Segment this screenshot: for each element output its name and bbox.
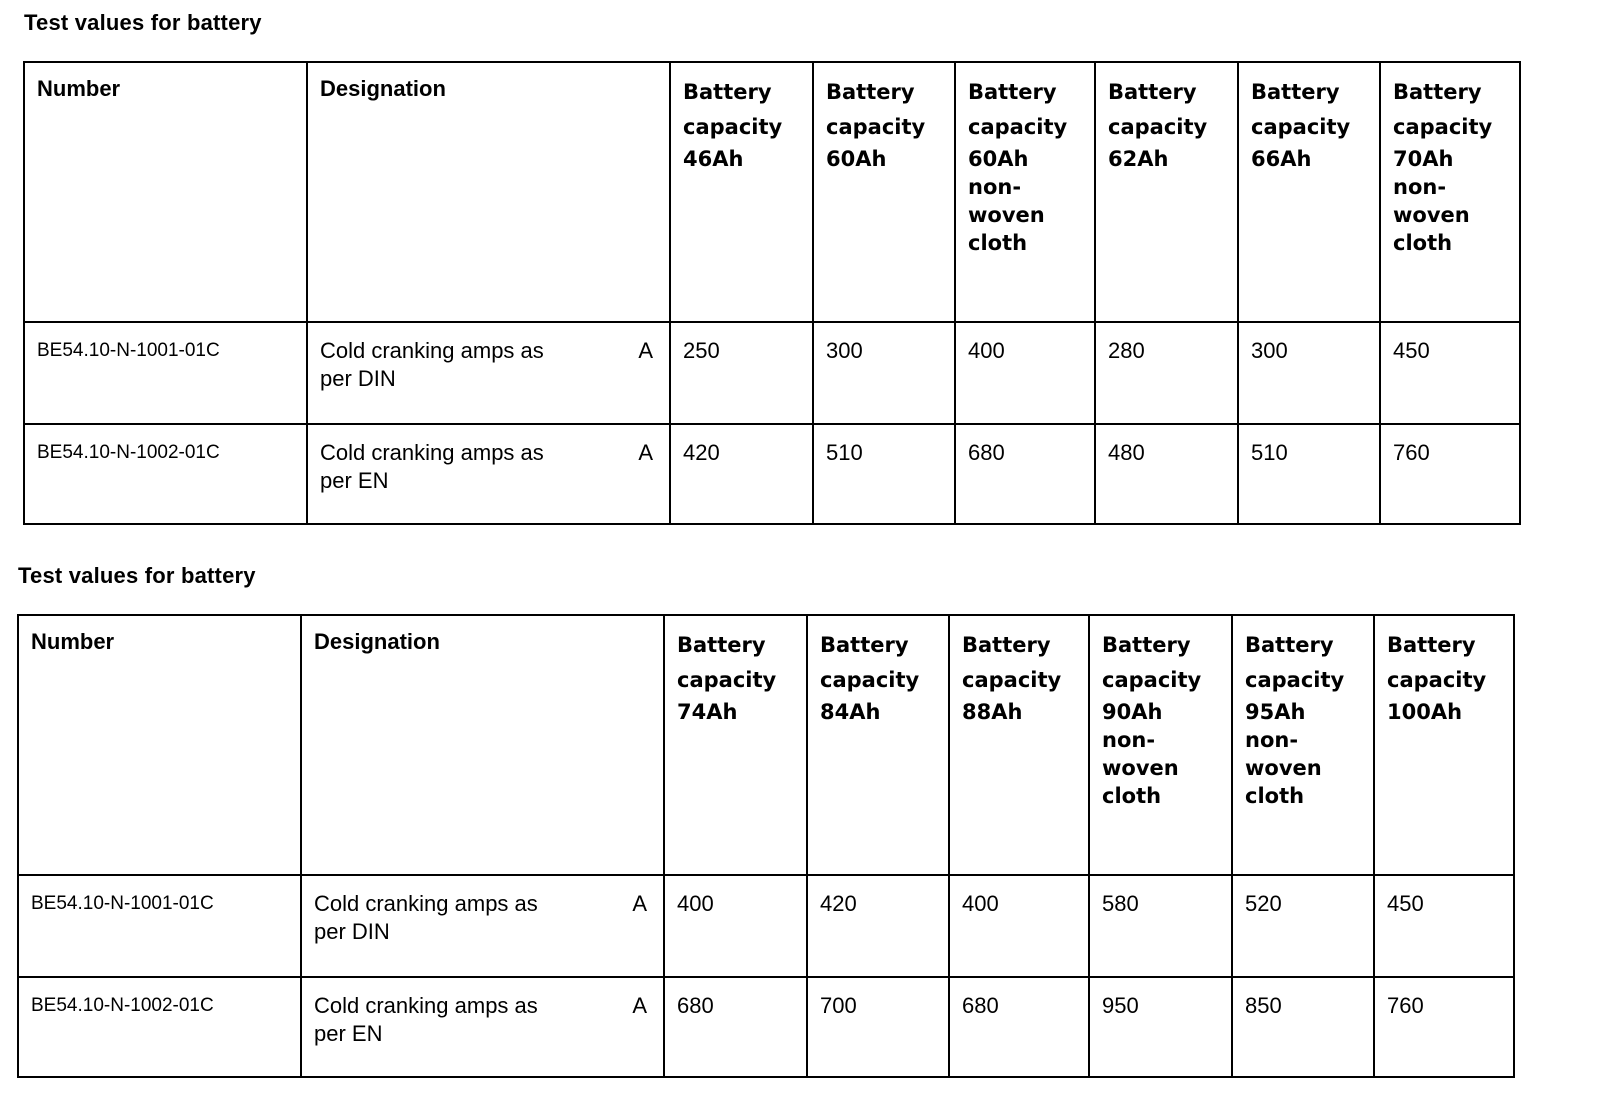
table-header-row — [18, 615, 1514, 875]
unit-label: A — [632, 891, 647, 916]
header-capacity — [807, 615, 949, 875]
unit-label: A — [638, 440, 653, 465]
header-capacity — [813, 62, 955, 322]
header-capacity-line: capacity — [1387, 668, 1487, 692]
header-number: Number — [24, 62, 307, 322]
header-designation: Designation — [301, 615, 664, 875]
header-designation: Designation — [307, 62, 670, 322]
header-capacity-line: capacity — [1102, 668, 1202, 692]
header-capacity-value: 60Ah — [826, 147, 887, 171]
cell-designation — [301, 977, 664, 1077]
header-capacity — [1089, 615, 1232, 875]
header-capacity-value: 70Ah non-woven cloth — [1393, 147, 1470, 255]
designation-text: Cold cranking amps as per EN — [314, 993, 538, 1046]
header-capacity-value: 74Ah — [677, 700, 738, 724]
header-capacity-value: 100Ah — [1387, 700, 1463, 724]
header-capacity-line: Battery — [968, 80, 1057, 104]
header-capacity-line: Battery — [1393, 80, 1482, 104]
cell-designation — [301, 875, 664, 977]
cell-value: 680 — [955, 424, 1095, 524]
cell-value: 480 — [1095, 424, 1238, 524]
cell-value: 700 — [807, 977, 949, 1077]
table-header-row — [24, 62, 1520, 322]
header-capacity-line: capacity — [683, 115, 783, 139]
cell-value: 520 — [1232, 875, 1374, 977]
header-capacity-line: Battery — [962, 633, 1051, 657]
header-capacity-value: 84Ah — [820, 700, 881, 724]
header-capacity — [1095, 62, 1238, 322]
cell-number: BE54.10-N-1001-01C — [24, 322, 307, 424]
header-number: Number — [18, 615, 301, 875]
header-capacity-line: capacity — [820, 668, 920, 692]
battery-test-table — [23, 61, 1521, 525]
header-capacity-value: 95Ah non-woven cloth — [1245, 700, 1322, 808]
cell-value: 250 — [670, 322, 813, 424]
header-capacity — [955, 62, 1095, 322]
header-capacity-value: 46Ah — [683, 147, 744, 171]
header-capacity-line: Battery — [677, 633, 766, 657]
cell-value: 760 — [1380, 424, 1520, 524]
cell-value: 510 — [813, 424, 955, 524]
cell-designation — [307, 322, 670, 424]
header-capacity-line: Battery — [1245, 633, 1334, 657]
header-capacity — [670, 62, 813, 322]
header-capacity-line: capacity — [826, 115, 926, 139]
cell-value: 450 — [1374, 875, 1514, 977]
header-capacity-line: Battery — [1102, 633, 1191, 657]
header-capacity — [1374, 615, 1514, 875]
cell-value: 950 — [1089, 977, 1232, 1077]
header-capacity-line: Battery — [1387, 633, 1476, 657]
table-row — [24, 322, 1520, 424]
cell-value: 400 — [949, 875, 1089, 977]
header-capacity-value: 60Ah non-woven cloth — [968, 147, 1045, 255]
cell-value: 300 — [1238, 322, 1380, 424]
cell-value: 580 — [1089, 875, 1232, 977]
header-capacity-value: 66Ah — [1251, 147, 1312, 171]
header-capacity-line: Battery — [820, 633, 909, 657]
header-capacity-line: capacity — [968, 115, 1068, 139]
designation-text: Cold cranking amps as per DIN — [314, 891, 538, 944]
header-capacity-line: capacity — [1245, 668, 1345, 692]
header-capacity-line: Battery — [1251, 80, 1340, 104]
cell-number: BE54.10-N-1002-01C — [18, 977, 301, 1077]
unit-label: A — [632, 993, 647, 1018]
designation-text: Cold cranking amps as per EN — [320, 440, 544, 493]
cell-value: 510 — [1238, 424, 1380, 524]
header-capacity-line: capacity — [1251, 115, 1351, 139]
header-capacity — [1232, 615, 1374, 875]
cell-value: 420 — [807, 875, 949, 977]
header-capacity — [664, 615, 807, 875]
header-capacity-line: Battery — [683, 80, 772, 104]
header-capacity-line: capacity — [677, 668, 777, 692]
cell-value: 680 — [664, 977, 807, 1077]
header-capacity-value: 62Ah — [1108, 147, 1169, 171]
cell-value: 420 — [670, 424, 813, 524]
cell-value: 400 — [955, 322, 1095, 424]
header-capacity-line: Battery — [1108, 80, 1197, 104]
table-row — [18, 875, 1514, 977]
header-capacity — [949, 615, 1089, 875]
header-capacity-line: capacity — [1393, 115, 1493, 139]
cell-value: 760 — [1374, 977, 1514, 1077]
cell-value: 280 — [1095, 322, 1238, 424]
cell-value: 300 — [813, 322, 955, 424]
cell-designation — [307, 424, 670, 524]
cell-number: BE54.10-N-1001-01C — [18, 875, 301, 977]
header-capacity — [1238, 62, 1380, 322]
table-row — [24, 424, 1520, 524]
cell-number: BE54.10-N-1002-01C — [24, 424, 307, 524]
table-row — [18, 977, 1514, 1077]
header-capacity-value: 88Ah — [962, 700, 1023, 724]
section-title: Test values for battery — [24, 10, 262, 35]
header-capacity — [1380, 62, 1520, 322]
designation-text: Cold cranking amps as per DIN — [320, 338, 544, 391]
cell-value: 450 — [1380, 322, 1520, 424]
cell-value: 680 — [949, 977, 1089, 1077]
cell-value: 400 — [664, 875, 807, 977]
header-capacity-line: capacity — [962, 668, 1062, 692]
section-title: Test values for battery — [18, 563, 256, 588]
header-capacity-line: capacity — [1108, 115, 1208, 139]
unit-label: A — [638, 338, 653, 363]
header-capacity-value: 90Ah non-woven cloth — [1102, 700, 1179, 808]
cell-value: 850 — [1232, 977, 1374, 1077]
battery-test-table — [17, 614, 1515, 1078]
header-capacity-line: Battery — [826, 80, 915, 104]
